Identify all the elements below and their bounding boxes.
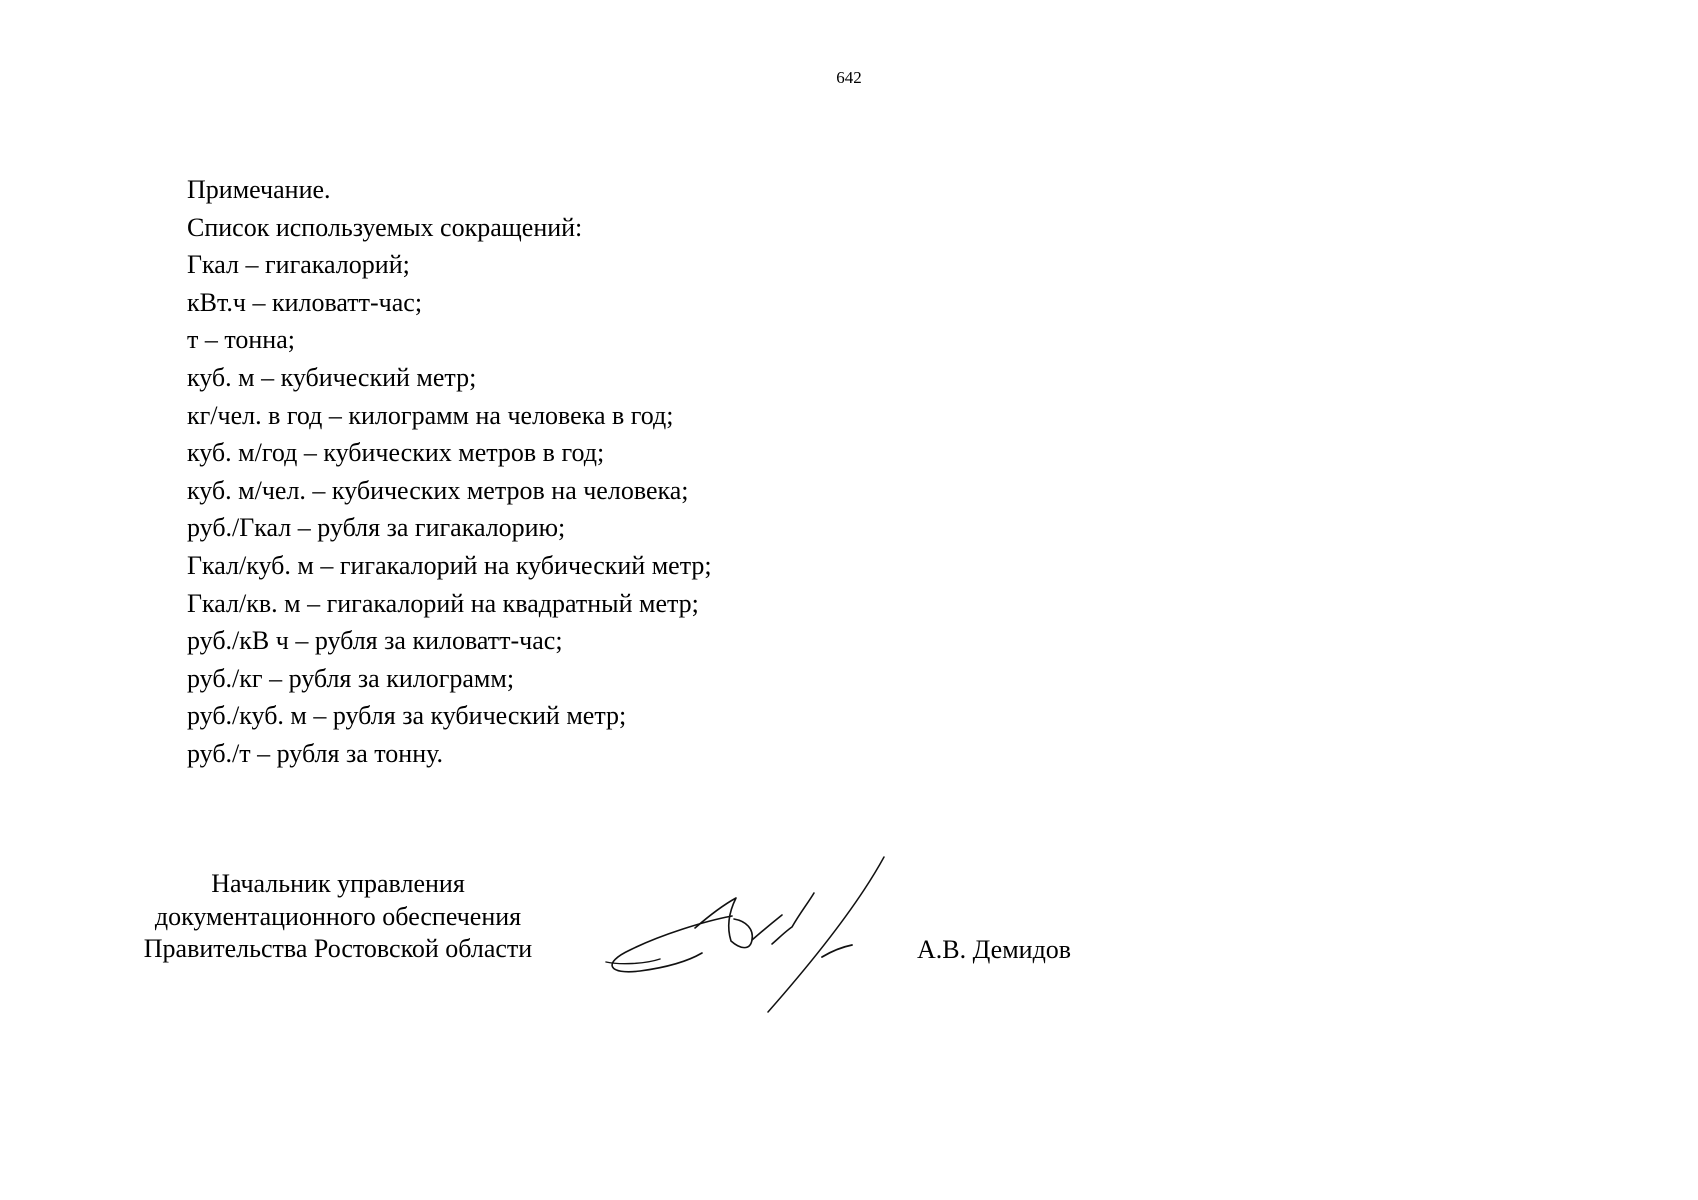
handwritten-signature (600, 855, 890, 1015)
abbreviation-item: кг/чел. в год – килограмм на человека в год; (187, 400, 674, 430)
abbreviation-item: кВт.ч – киловатт-час; (187, 287, 423, 317)
abbreviations-note (187, 171, 712, 773)
note-intro: Список используемых сокращений: (187, 212, 583, 242)
abbreviation-item: Гкал/кв. м – гигакалорий на квадратный метр; (187, 588, 699, 618)
page-number: 642 (836, 68, 862, 87)
signature-stroke (768, 857, 884, 1012)
abbreviation-item: куб. м/чел. – кубических метров на человека; (187, 475, 689, 505)
abbreviation-item: куб. м/год – кубических метров в год; (187, 438, 605, 468)
signer-position (118, 868, 558, 966)
abbreviation-item: руб./куб. м – рубля за кубический метр; (187, 701, 627, 731)
signer-name: А.В. Демидов (917, 935, 1072, 964)
signer-position-line: Правительства Ростовской области (143, 934, 533, 963)
signer-position-line: Начальник управления (211, 869, 465, 898)
signer-position-line: документационного обеспечения (154, 901, 522, 931)
signature-stroke (822, 945, 852, 957)
abbreviation-item: т – тонна; (187, 325, 295, 355)
note-title: Примечание. (187, 175, 331, 204)
abbreviation-item: руб./кг – рубля за килограмм; (187, 663, 515, 693)
abbreviation-item: Гкал/куб. м – гигакалорий на кубический метр; (187, 550, 712, 580)
abbreviation-item: руб./т – рубля за тонну. (187, 738, 444, 768)
abbreviation-item: руб./Гкал – рубля за гигакалорию; (187, 513, 566, 543)
signature-stroke (752, 915, 782, 940)
abbreviation-item: руб./кВ ч – рубля за киловатт-час; (187, 626, 563, 656)
abbreviation-item: Гкал – гигакалорий; (187, 250, 410, 280)
abbreviation-item: куб. м – кубический метр; (187, 362, 477, 392)
